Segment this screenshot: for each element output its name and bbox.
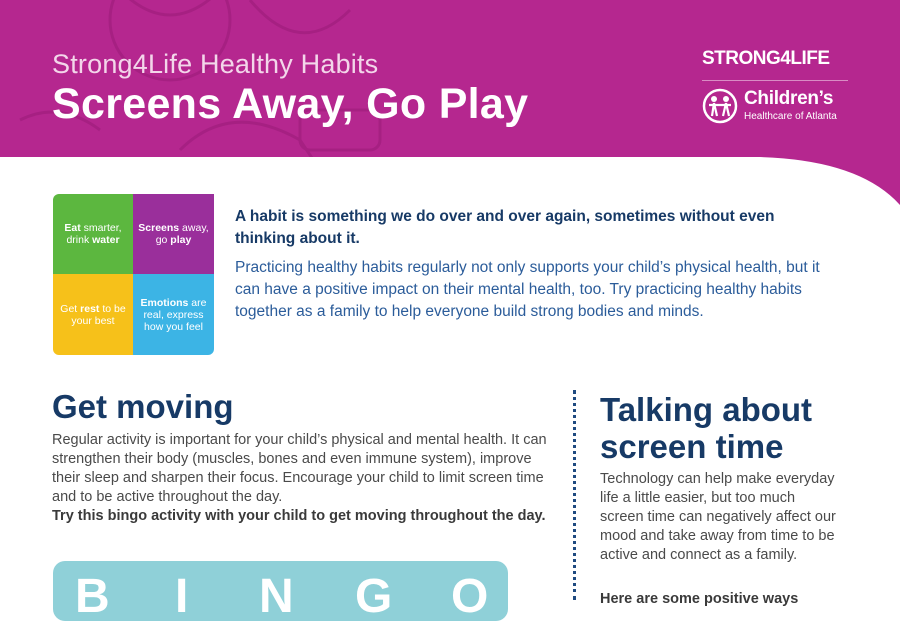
talking-lead: Here are some positive ways: [600, 591, 799, 607]
get-moving-paragraph: Regular activity is important for your child’s physical and mental health. It can strengthen their body (muscles, bones and even immune system), improve their sleep and sharpen their focus. Encourage your child to limit screen time and to be active throughout the day.: [52, 432, 547, 505]
header-banner: [0, 0, 900, 205]
bingo-letter-g: G: [355, 570, 393, 623]
get-moving-heading: Get moving: [52, 388, 234, 425]
intro-lead: A habit is something we do over and over again, sometimes without even thinking about it.: [235, 208, 775, 247]
habit-tile-emotions: Emotions are real, express how you feel: [133, 274, 214, 355]
bingo-card-header: [53, 561, 508, 621]
column-divider: [573, 390, 576, 600]
strong4life-logo: STRONG4LIFE: [702, 48, 830, 69]
habit-tile-eat: Eat smarter, drink water: [53, 194, 133, 274]
bingo-letter-b: B: [75, 570, 110, 623]
page-title: Screens Away, Go Play: [52, 80, 529, 128]
healthy-habits-grid: [53, 194, 214, 355]
habit-tile-rest: Get rest to be your best: [53, 274, 133, 355]
childrens-logo-name: Children’s: [744, 88, 834, 109]
bingo-letter-n: N: [259, 570, 294, 623]
bingo-instruction: Try this bingo activity with your child to get moving throughout the day.: [52, 508, 546, 524]
logo-divider: [702, 80, 848, 81]
bingo-letter-o: O: [451, 570, 489, 623]
series-subtitle: Strong4Life Healthy Habits: [52, 49, 379, 79]
talking-paragraph: Technology can help make everyday life a little easier, but too much screen time can negatively affect our mood and take away from time to be active and connect as a family.: [600, 471, 836, 563]
talking-heading: Talking about screen time: [600, 391, 813, 465]
childrens-logo-icon: [702, 88, 738, 124]
intro-paragraph: Practicing healthy habits regularly not only supports your child’s physical health, but it can have a positive impact on their mental health, too. Try practicing healthy habits together as a family to help everyone build strong bodies and minds.: [235, 259, 820, 320]
habit-tile-screens: Screens away, go play: [133, 194, 214, 274]
childrens-logo-subtitle: Healthcare of Atlanta: [744, 111, 837, 122]
bingo-letter-i: I: [175, 570, 189, 623]
